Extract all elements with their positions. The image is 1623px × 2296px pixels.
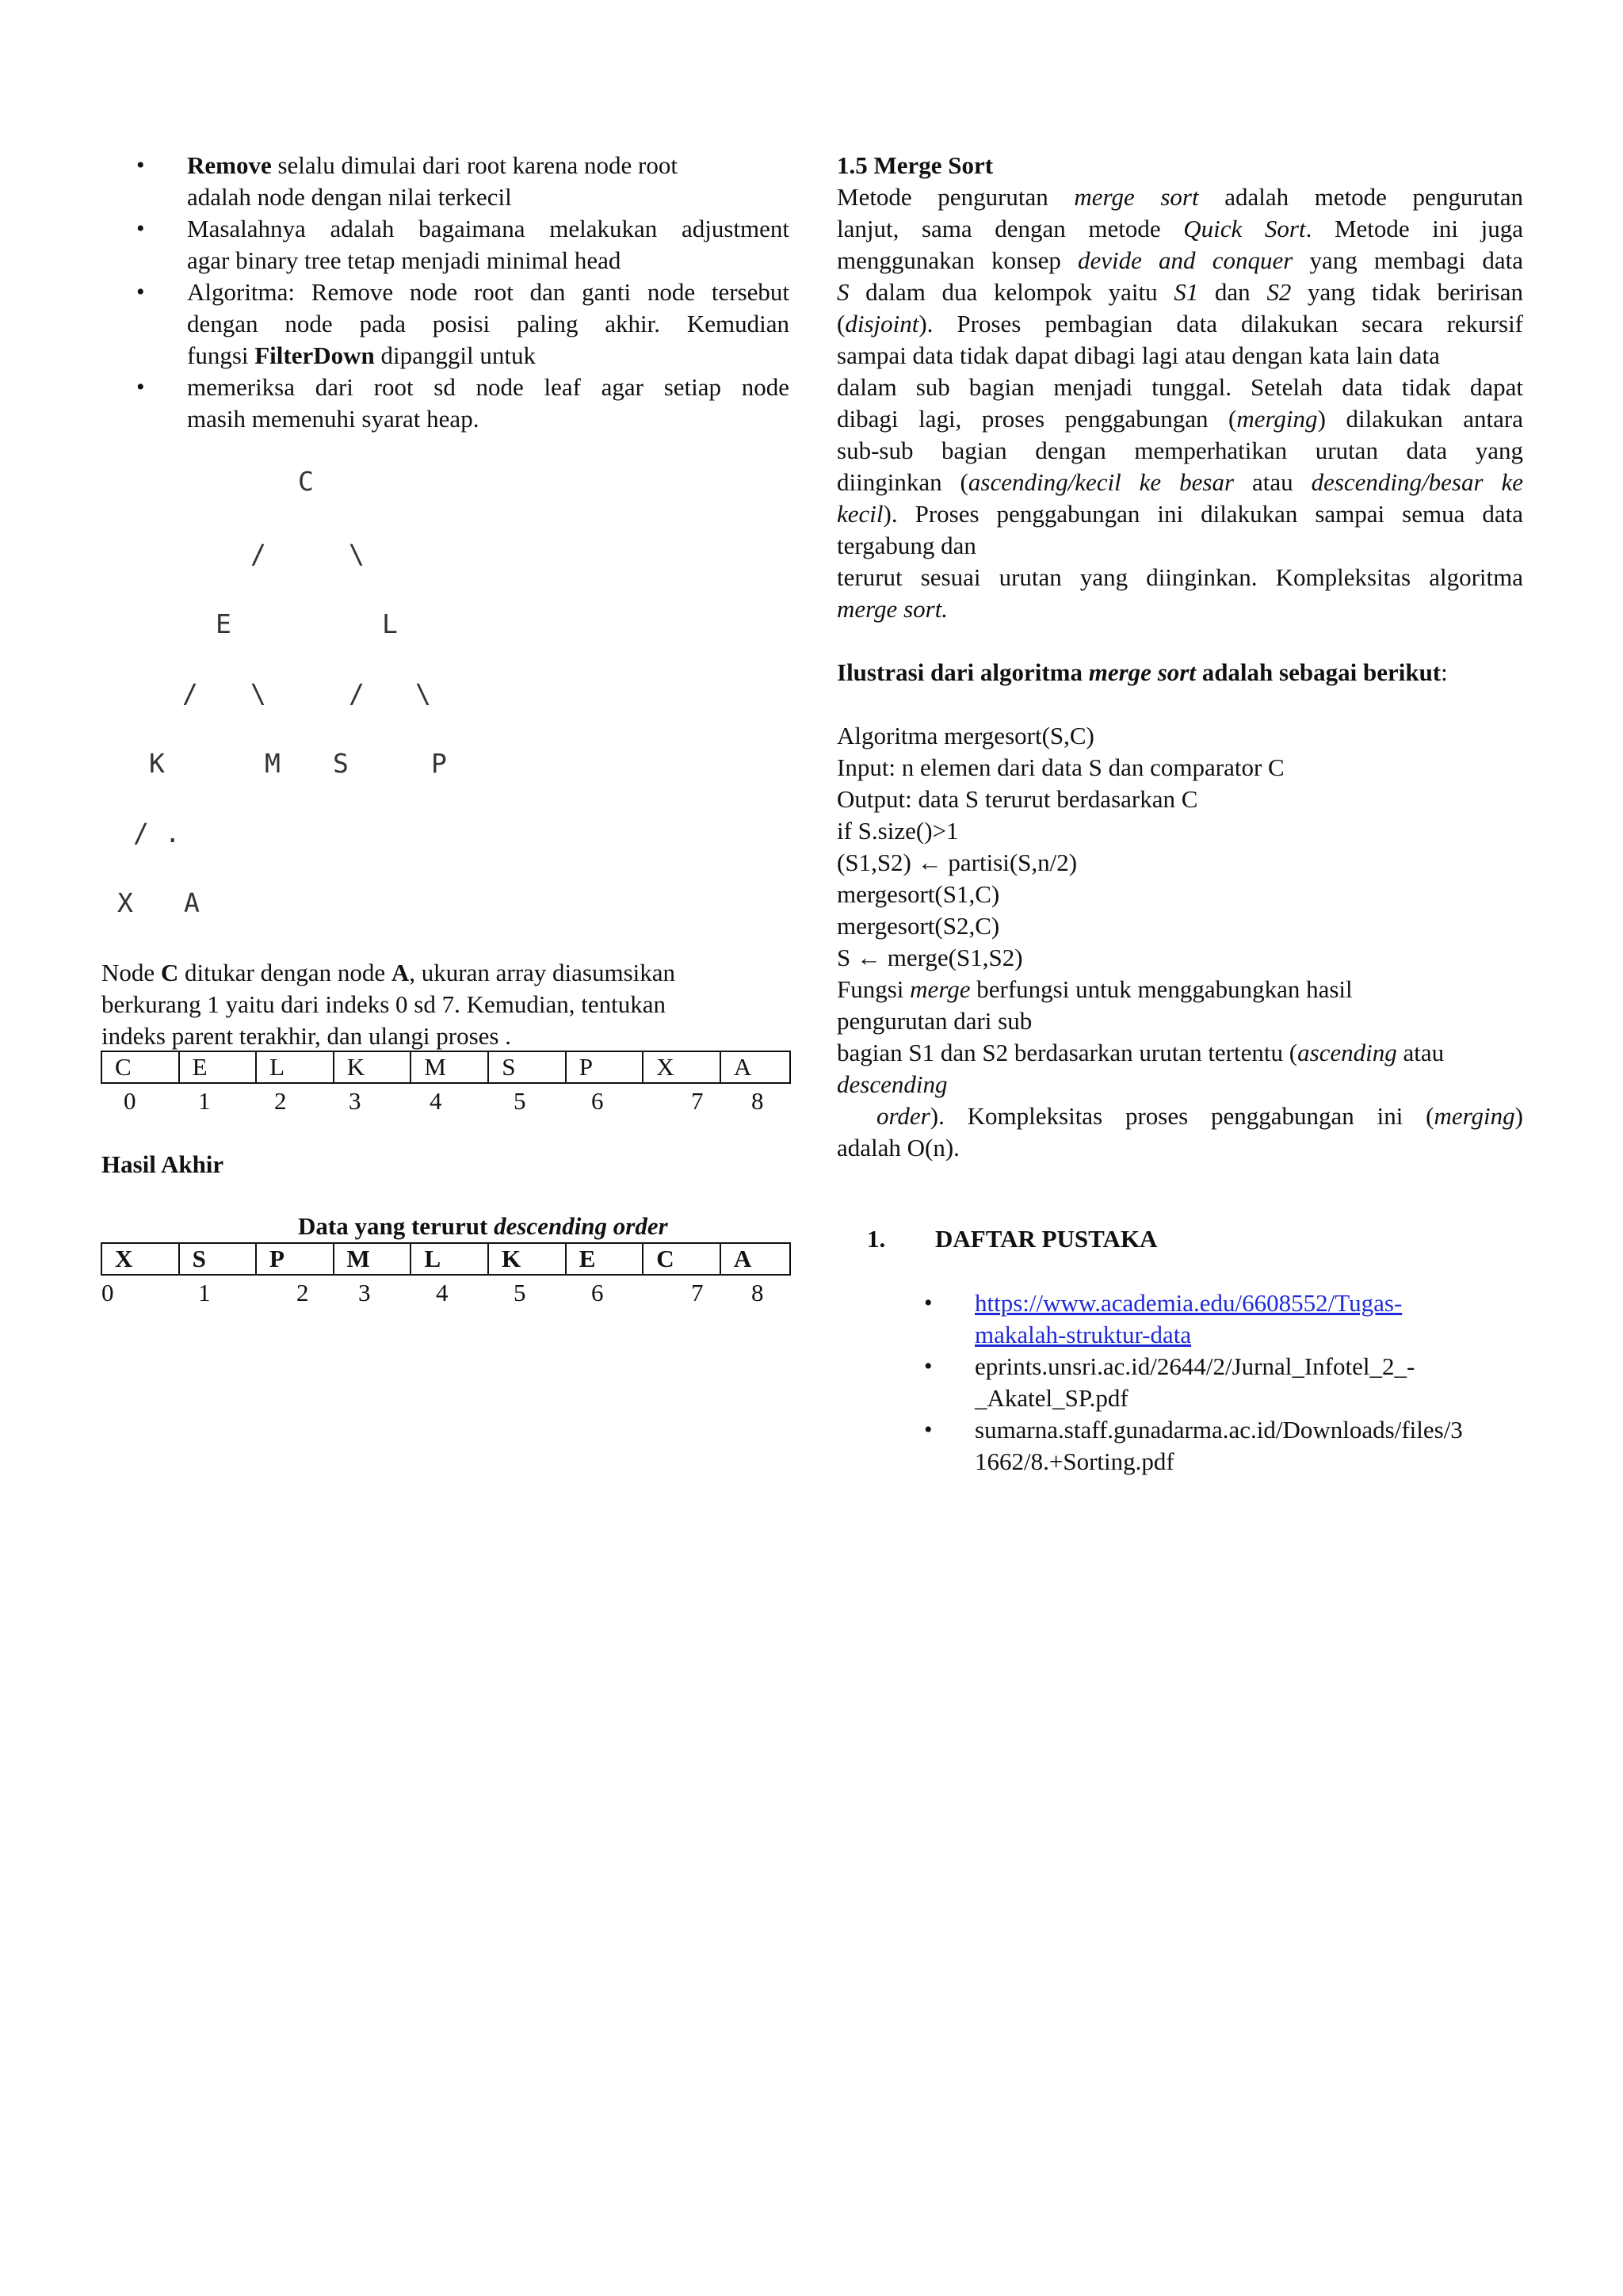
algorithm-line: (S1,S2) ← partisi(S,n/2) bbox=[837, 849, 1078, 876]
array-index: 6 bbox=[591, 1087, 604, 1115]
array-index: 2 bbox=[296, 1279, 309, 1306]
illustration-heading: Ilustrasi dari algoritma merge sort adalah sebagai berikut: bbox=[837, 658, 1448, 686]
array-index: 5 bbox=[514, 1087, 526, 1115]
array-cell: A bbox=[720, 1051, 790, 1083]
algorithm-line: Algoritma mergesort(S,C) bbox=[837, 722, 1094, 749]
bullet-dot: • bbox=[136, 279, 145, 305]
array-index: 8 bbox=[751, 1279, 764, 1306]
bullet-dot: • bbox=[924, 1353, 933, 1379]
array-cell: P bbox=[256, 1243, 334, 1275]
tree-edge: \ bbox=[349, 539, 365, 570]
sorted-title: Data yang terurut descending order bbox=[298, 1212, 668, 1240]
algorithm-line: Input: n elemen dari data S dan comparator C bbox=[837, 753, 1285, 781]
algorithm-line: mergesort(S1,C) bbox=[837, 880, 1000, 908]
array-table-before bbox=[101, 1051, 791, 1084]
swap-paragraph: Node C ditukar dengan node A, ukuran array diasumsikan berkurang 1 yaitu dari indeks 0 sd 7. Kemudian, tentukan indeks parent terakhir, dan ulangi proses . bbox=[101, 959, 676, 1050]
tree-node: S bbox=[333, 748, 349, 779]
algorithm-line: if S.size()>1 bbox=[837, 817, 959, 845]
merge-function-paragraph: Fungsi merge berfungsi untuk menggabungkan hasil pengurutan dari sub bagian S1 dan S2 berdasarkan urutan tertentu (ascending atau descending order). Kompleksitas proses penggabungan ini (merging) adalah O(n). bbox=[837, 975, 1523, 1161]
tree-node: M bbox=[265, 748, 281, 779]
tree-edge: / bbox=[349, 678, 365, 709]
array-index: 7 bbox=[691, 1279, 704, 1306]
array-index: 3 bbox=[349, 1087, 361, 1115]
reference-link[interactable]: makalah-struktur-data bbox=[975, 1321, 1192, 1348]
bullet-item: memeriksa dari root sd node leaf agar setiap node masih memenuhi syarat heap. bbox=[187, 373, 789, 433]
tree-node: E bbox=[216, 608, 231, 639]
array-cell: L bbox=[256, 1051, 334, 1083]
tree-edge: \ bbox=[250, 678, 266, 709]
array-index: 7 bbox=[691, 1087, 704, 1115]
bullet-item: Masalahnya adalah bagaimana melakukan adjustment agar binary tree tetap menjadi minimal head bbox=[187, 215, 789, 274]
tree-node: L bbox=[382, 608, 398, 639]
algorithm-listing bbox=[837, 720, 1534, 974]
array-cell: X bbox=[101, 1243, 179, 1275]
array-index: 3 bbox=[358, 1279, 371, 1306]
tree-node: K bbox=[149, 748, 165, 779]
tree-node: X bbox=[117, 887, 133, 918]
algorithm-line: Output: data S terurut berdasarkan C bbox=[837, 785, 1198, 813]
reference-item: sumarna.staff.gunadarma.ac.id/Downloads/files/3 1662/8.+Sorting.pdf bbox=[975, 1416, 1463, 1475]
array-cell: K bbox=[334, 1051, 411, 1083]
array-index: 0 bbox=[101, 1279, 114, 1306]
result-heading: Hasil Akhir bbox=[101, 1150, 224, 1178]
bullet-dot: • bbox=[924, 1417, 933, 1443]
tree-node: P bbox=[431, 748, 447, 779]
tree-edge: / bbox=[250, 539, 266, 570]
array-cell: S bbox=[488, 1051, 565, 1083]
tree-edge: / bbox=[182, 678, 198, 709]
array-index: 4 bbox=[436, 1279, 449, 1306]
bullet-dot: • bbox=[136, 152, 145, 178]
array-index: 1 bbox=[198, 1279, 211, 1306]
array-cell: X bbox=[643, 1051, 720, 1083]
bibliography-number: 1. bbox=[867, 1225, 886, 1253]
reference-item[interactable] bbox=[975, 1287, 1402, 1351]
bullet-dot: • bbox=[924, 1290, 933, 1316]
array-cell: M bbox=[334, 1243, 411, 1275]
bullet-dot: • bbox=[136, 215, 145, 242]
array-cell: M bbox=[411, 1051, 488, 1083]
reference-link[interactable]: https://www.academia.edu/6608552/Tugas- bbox=[975, 1289, 1403, 1317]
tree-node: C bbox=[298, 466, 314, 497]
algorithm-line: mergesort(S2,C) bbox=[837, 912, 1000, 940]
reference-item: eprints.unsri.ac.id/2644/2/Jurnal_Infotel_2_- _Akatel_SP.pdf bbox=[975, 1352, 1415, 1412]
array-index: 6 bbox=[591, 1279, 604, 1306]
array-table-sorted bbox=[101, 1242, 791, 1276]
array-cell: E bbox=[179, 1051, 257, 1083]
bullet-dot: • bbox=[136, 374, 145, 400]
algorithm-line: S ← merge(S1,S2) bbox=[837, 944, 1023, 971]
array-cell: E bbox=[566, 1243, 643, 1275]
array-cell: P bbox=[566, 1051, 643, 1083]
array-index: 2 bbox=[274, 1087, 287, 1115]
array-index: 5 bbox=[514, 1279, 526, 1306]
section-heading: 1.5 Merge Sort bbox=[837, 151, 994, 179]
array-cell: L bbox=[411, 1243, 488, 1275]
bibliography-heading: DAFTAR PUSTAKA bbox=[935, 1225, 1158, 1253]
array-index: 0 bbox=[124, 1087, 136, 1115]
bullet-item: Algoritma: Remove node root dan ganti node tersebut dengan node pada posisi paling akhir. Kemudian fungsi FilterDown dipanggil untuk bbox=[187, 278, 789, 369]
bullet-item: Remove selalu dimulai dari root karena node root adalah node dengan nilai terkecil bbox=[187, 151, 678, 211]
array-cell: C bbox=[101, 1051, 179, 1083]
tree-edge: \ bbox=[415, 678, 431, 709]
array-cell: A bbox=[720, 1243, 790, 1275]
array-cell: C bbox=[643, 1243, 720, 1275]
array-index: 4 bbox=[430, 1087, 442, 1115]
array-index: 1 bbox=[198, 1087, 211, 1115]
array-cell: K bbox=[488, 1243, 566, 1275]
array-cell: S bbox=[179, 1243, 256, 1275]
tree-node: A bbox=[184, 887, 200, 918]
array-index: 8 bbox=[751, 1087, 764, 1115]
tree-edge: / . bbox=[133, 818, 181, 849]
merge-sort-paragraph: Metode pengurutan merge sort adalah metode pengurutan lanjut, sama dengan metode Quick Sort. Metode ini juga menggunakan konsep devide and conquer yang membagi data S dalam dua kelompok yaitu S1 dan S2 yang tidak beririsan (disjoint). Proses pembagian data dilakukan secara rekursif sampai data tidak dapat dibagi lagi atau dengan kata lain data dalam sub bagian menjadi tunggal. Setelah data tidak dapat dibagi lagi, proses penggabungan (merging) dilakukan antara sub-sub bagian dengan memperhatikan urutan data yang diinginkan (ascending/kecil ke besar atau descending/besar ke kecil). Proses penggabungan ini dilakukan sampai semua data tergabung dan terurut sesuai urutan yang diinginkan. Kompleksitas algoritma merge sort. bbox=[837, 183, 1524, 623]
